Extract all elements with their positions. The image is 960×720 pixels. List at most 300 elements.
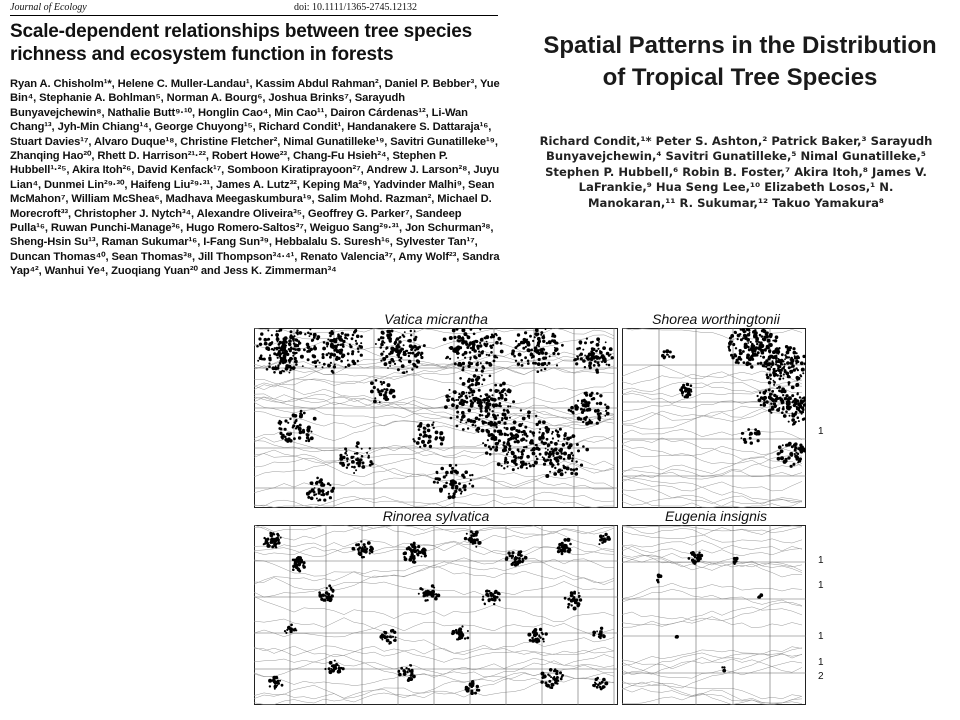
tree-dot [529, 430, 532, 433]
tree-dot [763, 336, 766, 339]
tree-dot [353, 472, 355, 474]
tree-dot [466, 401, 469, 404]
tree-dot [747, 340, 749, 342]
tree-dot [503, 422, 506, 425]
tree-dot [506, 461, 509, 464]
tree-dot [457, 363, 460, 366]
tree-dot [277, 357, 279, 359]
tree-dot [410, 330, 412, 332]
tree-dot [797, 416, 800, 419]
tree-dot [589, 366, 592, 369]
tree-dot [596, 422, 599, 425]
tree-dot [789, 406, 792, 409]
tree-dot [492, 344, 494, 346]
tree-dot [298, 436, 301, 439]
tree-dot [760, 396, 763, 399]
tree-dot [318, 480, 322, 484]
tree-dot [322, 483, 326, 487]
tree-dot [532, 464, 535, 467]
tree-dot [519, 456, 523, 460]
tree-dot [774, 398, 777, 401]
tree-dot [417, 545, 420, 548]
tree-dot [456, 352, 459, 355]
tree-dot [734, 331, 737, 334]
tree-dot [605, 341, 607, 343]
tree-dot [784, 358, 786, 360]
tree-dot [450, 470, 454, 474]
tree-dot [396, 353, 400, 357]
tree-dot [462, 336, 464, 338]
tree-dot [277, 341, 279, 343]
tree-dot [394, 343, 396, 345]
tree-dot [515, 433, 518, 436]
tree-dot [329, 496, 332, 499]
tree-dot [558, 449, 560, 451]
tree-dot [780, 456, 784, 460]
tree-dot [490, 437, 494, 441]
tree-dot [360, 335, 363, 338]
tree-dot [687, 388, 691, 392]
tree-dot [545, 328, 547, 330]
tree-dot [598, 543, 600, 545]
tree-dot [691, 559, 694, 562]
tree-dot [773, 402, 776, 405]
tree-dot [793, 351, 797, 355]
tree-dot [460, 492, 462, 494]
tree-dot [741, 432, 744, 435]
tree-dot [310, 481, 314, 485]
tree-dot [518, 423, 522, 427]
tree-dot [458, 627, 462, 631]
tree-dot [497, 414, 499, 416]
tree-dot [549, 668, 553, 672]
tree-dot [566, 466, 570, 470]
header-rule [10, 15, 498, 16]
tree-dot [604, 533, 607, 536]
tree-dot [383, 351, 385, 353]
tree-dot [406, 371, 408, 373]
tree-dot [299, 431, 303, 435]
tree-dot [375, 379, 378, 382]
tree-dot [569, 436, 572, 439]
tree-dot [387, 367, 389, 369]
tree-dot [535, 444, 537, 446]
tree-dot [553, 472, 557, 476]
tree-dot [544, 356, 547, 359]
tree-dot [277, 364, 279, 366]
map-shorea-svg [622, 328, 806, 508]
tree-dot [493, 603, 495, 605]
tree-dot [490, 336, 493, 339]
tree-dot [690, 390, 692, 392]
tree-dot [351, 460, 355, 464]
tree-dot [312, 489, 314, 491]
tree-dot [743, 330, 746, 333]
tree-dot [529, 639, 532, 642]
tree-dot [323, 499, 326, 502]
tree-dot [305, 440, 307, 442]
tree-dot [328, 352, 330, 354]
tree-dot [405, 667, 407, 669]
tree-dot [759, 341, 762, 344]
tree-dot [260, 332, 263, 335]
tree-dot [511, 349, 515, 353]
tree-dot [315, 493, 317, 495]
tree-dot [759, 362, 762, 365]
tree-dot [579, 418, 582, 421]
tree-dot [379, 635, 383, 639]
tree-dot [369, 464, 372, 467]
tree-dot [468, 392, 471, 395]
tree-dot [493, 429, 496, 432]
tree-dot [259, 356, 263, 360]
tree-dot [310, 436, 314, 440]
tree-dot [773, 375, 775, 377]
tree-dot [360, 540, 362, 542]
tree-dot [506, 453, 508, 455]
tree-dot [490, 346, 493, 349]
tree-dot [472, 345, 475, 348]
tree-dot [340, 360, 343, 363]
tree-dot [599, 402, 603, 406]
tree-dot [398, 347, 400, 349]
tree-dot [470, 347, 472, 349]
tree-dot [504, 445, 508, 449]
tree-dot [776, 408, 780, 412]
tree-dot [576, 443, 579, 446]
tree-dot [765, 349, 767, 351]
tree-dot [414, 349, 416, 351]
tree-dot [470, 690, 473, 693]
tree-dot [289, 335, 293, 339]
tree-dot [475, 357, 478, 360]
tree-dot [534, 461, 538, 465]
tree-dot [367, 541, 371, 545]
tree-dot [537, 343, 540, 346]
tree-dot [479, 329, 481, 331]
tree-dot [285, 341, 288, 344]
tree-dot [478, 401, 481, 404]
tree-dot [491, 398, 494, 401]
tree-dot [585, 403, 589, 407]
tree-dot [746, 361, 750, 365]
tree-dot [576, 348, 579, 351]
tree-dot [481, 365, 484, 368]
tree-dot [431, 424, 434, 427]
tree-dot [401, 364, 405, 368]
tree-dot [538, 436, 542, 440]
tree-dot [509, 417, 511, 419]
tree-dot [419, 433, 422, 436]
tree-dot [392, 636, 394, 638]
tree-dot [282, 351, 284, 353]
tree-dot [787, 375, 790, 378]
tree-dot [283, 337, 286, 340]
tree-dot [496, 442, 499, 445]
tree-dot [486, 354, 488, 356]
tree-dot [547, 449, 549, 451]
tree-dot [525, 440, 527, 442]
tree-dot [346, 454, 348, 456]
tree-dot [532, 431, 536, 435]
tree-dot [540, 331, 543, 334]
tree-dot [772, 350, 776, 354]
tree-dot [515, 429, 518, 432]
tree-dot [599, 350, 601, 352]
tree-dot [573, 607, 577, 611]
tree-dot [464, 637, 466, 639]
tree-dot [787, 398, 791, 402]
tree-dot [556, 342, 559, 345]
tree-dot [536, 458, 539, 461]
tree-dot [294, 562, 298, 566]
tree-dot [308, 438, 311, 441]
tree-dot [442, 437, 445, 440]
tree-dot [483, 398, 487, 402]
tree-dot [300, 559, 303, 562]
tree-dot [355, 445, 358, 448]
side-label: 1 [818, 631, 824, 642]
tree-dot [309, 333, 312, 336]
tree-dot [544, 459, 547, 462]
tree-dot [458, 632, 461, 635]
tree-dot [735, 361, 738, 364]
tree-dot [489, 389, 492, 392]
tree-dot [490, 593, 493, 596]
tree-dot [455, 629, 458, 632]
tree-dot [462, 428, 465, 431]
tree-dot [551, 448, 553, 450]
tree-dot [495, 446, 498, 449]
tree-dot [504, 433, 507, 436]
tree-dot [542, 638, 545, 641]
tree-dot [333, 668, 336, 671]
tree-dot [567, 445, 571, 449]
tree-dot [797, 461, 799, 463]
tree-dot [414, 561, 416, 563]
tree-dot [789, 415, 791, 417]
tree-dot [538, 634, 540, 636]
tree-dot [286, 353, 289, 356]
tree-dot [330, 362, 332, 364]
tree-dot [308, 490, 311, 493]
tree-dot [698, 554, 702, 558]
tree-dot [500, 350, 504, 354]
tree-dot [433, 427, 435, 429]
tree-dot [443, 485, 447, 489]
tree-dot [329, 661, 333, 665]
tree-dot [392, 389, 394, 391]
tree-dot [784, 397, 787, 400]
tree-dot [329, 356, 332, 359]
tree-dot [504, 458, 507, 461]
tree-dot [547, 674, 549, 676]
tree-dot [361, 556, 364, 559]
tree-dot [474, 692, 477, 695]
tree-dot [507, 551, 510, 554]
tree-dot [284, 359, 287, 362]
tree-dot [556, 672, 558, 674]
tree-dot [277, 367, 280, 370]
tree-dot [456, 425, 459, 428]
tree-dot [553, 335, 556, 338]
tree-dot [548, 340, 552, 344]
tree-dot [802, 418, 805, 421]
tree-dot [385, 388, 388, 391]
tree-dot [589, 421, 591, 423]
tree-dot [467, 427, 469, 429]
tree-dot [499, 402, 502, 405]
tree-dot [524, 463, 527, 466]
tree-dot [735, 347, 737, 349]
tree-dot [278, 330, 280, 332]
tree-dot [740, 329, 742, 331]
tree-dot [364, 546, 366, 548]
tree-dot [286, 440, 289, 443]
tree-dot [554, 442, 558, 446]
tree-dot [542, 340, 545, 343]
tree-dot [479, 414, 482, 417]
tree-dot [436, 471, 439, 474]
tree-dot [802, 411, 805, 414]
tree-dot [295, 419, 298, 422]
tree-dot [469, 396, 471, 398]
tree-dot [480, 362, 482, 364]
tree-dot [769, 335, 773, 339]
tree-dot [500, 342, 503, 345]
tree-dot [380, 389, 383, 392]
tree-dot [789, 346, 792, 349]
tree-dot [292, 413, 296, 417]
tree-dot [340, 349, 343, 352]
tree-dot [523, 446, 525, 448]
tree-dot [339, 671, 341, 673]
tree-dot [541, 434, 543, 436]
tree-dot [485, 409, 489, 413]
tree-dot [353, 362, 357, 366]
tree-dot [791, 401, 793, 403]
tree-dot [436, 481, 439, 484]
tree-dot [312, 361, 314, 363]
tree-dot [428, 435, 432, 439]
tree-dot [788, 366, 791, 369]
tree-dot [409, 670, 412, 673]
tree-dot [528, 463, 530, 465]
tree-dot [490, 433, 494, 437]
tree-dot [290, 330, 293, 333]
tree-dot [280, 537, 282, 539]
tree-dot [380, 353, 383, 356]
tree-dot [488, 599, 491, 602]
right-paper-authors: Richard Condit,¹* Peter S. Ashton,² Patrick Baker,³ Sarayudh Bunyavejchewin,⁴ Savitri Gunatilleke,⁵ Nimal Gunatilleke,⁵ Stephen P. Hubbell,⁶ Robin B. Foster,⁷ Akira Itoh,⁸ James V. LaFrankie,⁹ Hua Seng Lee,¹⁰ Elizabeth Losos,¹ N. Manokaran,¹¹ R. Sukumar,¹² Takuo Yamakura⁸ [539, 134, 933, 210]
tree-dot [543, 334, 545, 336]
tree-dot [455, 464, 457, 466]
tree-dot [575, 362, 578, 365]
journal-name: Journal of Ecology [10, 2, 87, 13]
tree-dot [532, 362, 535, 365]
tree-dot [437, 477, 440, 480]
tree-dot [532, 447, 536, 451]
tree-dot [413, 345, 417, 349]
tree-dot [570, 410, 573, 413]
tree-dot [597, 412, 600, 415]
tree-dot [273, 534, 275, 536]
tree-dot [513, 455, 517, 459]
tree-dot [411, 557, 413, 559]
tree-dot [303, 565, 306, 568]
tree-dot [288, 359, 291, 362]
tree-dot [274, 685, 276, 687]
tree-dot [722, 669, 726, 673]
tree-dot [281, 684, 284, 687]
tree-dot [412, 363, 415, 366]
tree-dot [356, 462, 359, 465]
tree-dot [489, 375, 492, 378]
tree-dot [354, 548, 356, 550]
tree-dot [463, 329, 465, 331]
map-panel-vatica [254, 328, 618, 508]
tree-dot [585, 448, 589, 452]
tree-dot [273, 542, 277, 546]
tree-dot [418, 428, 421, 431]
tree-dot [277, 541, 280, 544]
tree-dot [601, 541, 604, 544]
tree-dot [546, 342, 548, 344]
tree-dot [566, 442, 569, 445]
tree-dot [532, 340, 534, 342]
tree-dot [453, 390, 456, 393]
tree-dot [592, 634, 595, 637]
tree-dot [507, 405, 509, 407]
tree-dot [366, 548, 368, 550]
tree-dot [504, 427, 506, 429]
tree-dot [268, 365, 271, 368]
tree-dot [494, 389, 498, 393]
tree-dot [752, 330, 756, 334]
tree-dot [778, 386, 781, 389]
tree-dot [531, 349, 533, 351]
tree-dot [273, 352, 276, 355]
tree-dot [602, 346, 606, 350]
tree-dot [458, 393, 460, 395]
tree-dot [419, 446, 421, 448]
tree-dot [780, 369, 782, 371]
tree-dot [543, 641, 545, 643]
tree-dot [357, 351, 359, 353]
tree-dot [739, 349, 742, 352]
tree-dot [782, 367, 785, 370]
tree-dot [307, 430, 310, 433]
tree-dot [744, 440, 748, 444]
tree-dot [481, 370, 484, 373]
tree-dot [737, 338, 739, 340]
tree-dot [737, 334, 741, 338]
tree-dot [601, 361, 603, 363]
tree-dot [599, 631, 602, 634]
tree-dot [388, 643, 390, 645]
tree-dot [574, 404, 578, 408]
tree-dot [733, 557, 736, 560]
tree-dot [768, 381, 771, 384]
tree-dot [455, 471, 459, 475]
tree-dot [383, 388, 385, 390]
tree-dot [289, 418, 291, 420]
tree-dot [481, 420, 484, 423]
tree-dot [452, 329, 456, 333]
tree-dot [667, 354, 669, 356]
tree-dot [490, 423, 494, 427]
tree-dot [370, 381, 374, 385]
